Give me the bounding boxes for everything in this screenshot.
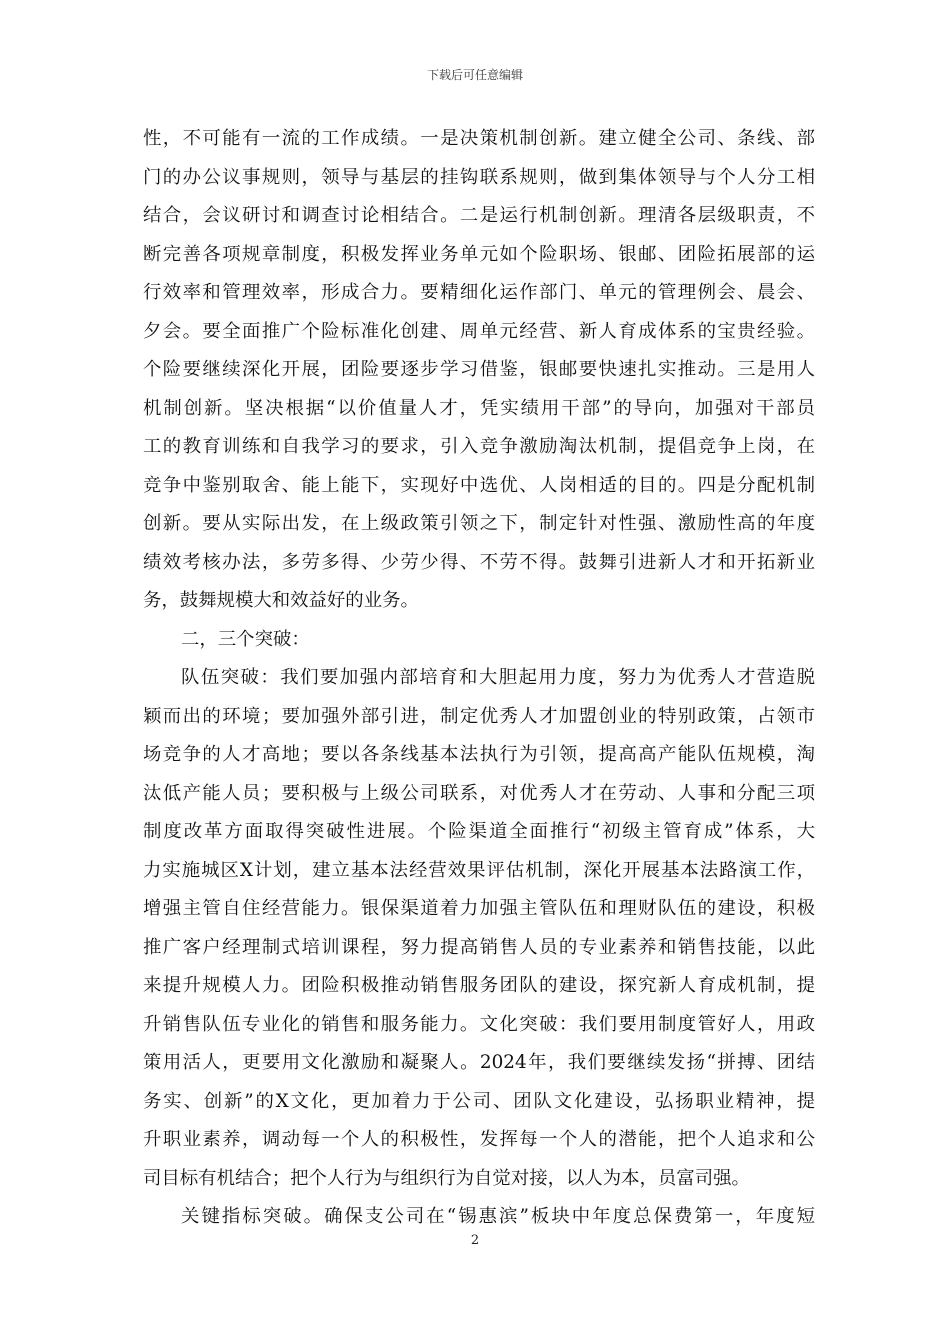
page-header: 下载后可任意编辑 <box>426 68 523 82</box>
text-line: 升职业素养，调动每一个人的积极性，发挥每一个人的潜能，把个人追求和公 <box>143 1129 815 1150</box>
text-line: 来提升规模人力。团险积极推动销售服务团队的建设，探究新人育成机制，提 <box>143 975 815 996</box>
text-line: 汰低产能人员；要积极与上级公司联系，对优秀人才在劳动、人事和分配三项 <box>143 782 815 804</box>
text-line: 升销售队伍专业化的销售和服务能力。文化突破：我们要用制度管好人，用政 <box>143 1013 815 1035</box>
page-number: 2 <box>470 1233 480 1248</box>
text-line: 增强主管自住经营能力。银保渠道着力加强主管队伍和理财队伍的建设，积极 <box>143 898 815 919</box>
document-body <box>143 120 815 1237</box>
text-line: 务，鼓舞规模大和效益好的业务。 <box>143 590 419 611</box>
text-line: 个险要继续深化开展，团险要逐步学习借鉴，银邮要快速扎实推动。三是用人 <box>143 359 815 380</box>
text-line: 竞争中鉴别取舍、能上能下，实现好中选优、人岗相适的目的。四是分配机制 <box>143 474 815 496</box>
text-line: 场竞争的人才高地；要以各条线基本法执行为引领，提高高产能队伍规模，淘 <box>143 744 815 765</box>
text-line: 颖而出的环境；要加强外部引进，制定优秀人才加盟创业的特别政策，占领市 <box>143 705 815 727</box>
text-line: 工的教育训练和自我学习的要求，引入竞争激励淘汰机制，提倡竞争上岗，在 <box>143 436 815 457</box>
text-line: 司目标有机结合；把个人行为与组织行为自觉对接，以人为本，员富司强。 <box>143 1167 750 1189</box>
text-line: 创新。要从实际出发，在上级政策引领之下，制定针对性强、激励性高的年度 <box>143 513 815 534</box>
text-line: 绩效考核办法，多劳多得、少劳少得、不劳不得。鼓舞引进新人才和开拓新业 <box>143 551 815 573</box>
text-line: 机制创新。坚决根据“以价值量人才，凭实绩用干部”的导向，加强对干部员 <box>143 397 815 419</box>
text-line: 务实、创新”的X文化，更加着力于公司、团队文化建设，弘扬职业精神，提 <box>143 1090 815 1112</box>
text-line: 夕会。要全面推广个险标准化创建、周单元经营、新人育成体系的宝贵经验。 <box>143 320 815 342</box>
text-line: 推广客户经理制式培训课程，努力提高销售人员的专业素养和销售技能，以此 <box>143 936 815 958</box>
text-line: 力实施城区X计划，建立基本法经营效果评估机制，深化开展基本法路演工作， <box>143 859 815 881</box>
text-line: 门的办公议事规则，领导与基层的挂钩联系规则，做到集体领导与个人分工相 <box>143 166 815 188</box>
text-line: 断完善各项规章制度，积极发挥业务单元如个险职场、银邮、团险拓展部的运 <box>143 243 815 265</box>
text-line: 性，不可能有一流的工作成绩。一是决策机制创新。建立健全公司、条线、部 <box>143 128 815 149</box>
text-line: 二，三个突破： <box>181 628 310 650</box>
text-line: 行效率和管理效率，形成合力。要精细化运作部门、单元的管理例会、晨会、 <box>143 282 815 303</box>
text-line: 制度改革方面取得突破性进展。个险渠道全面推行“初级主管育成”体系，大 <box>143 821 815 842</box>
text-line: 关键指标突破。确保支公司在“锡惠滨”板块中年度总保费第一，年度短 <box>181 1206 815 1227</box>
text-line: 策用活人，更要用文化激励和凝聚人。2024年，我们要继续发扬“拼搏、团结 <box>143 1052 815 1073</box>
text-line: 队伍突破：我们要加强内部培育和大胆起用力度，努力为优秀人才营造脱 <box>181 667 815 688</box>
text-line: 结合，会议研讨和调查讨论相结合。二是运行机制创新。理清各层级职责，不 <box>143 205 815 226</box>
